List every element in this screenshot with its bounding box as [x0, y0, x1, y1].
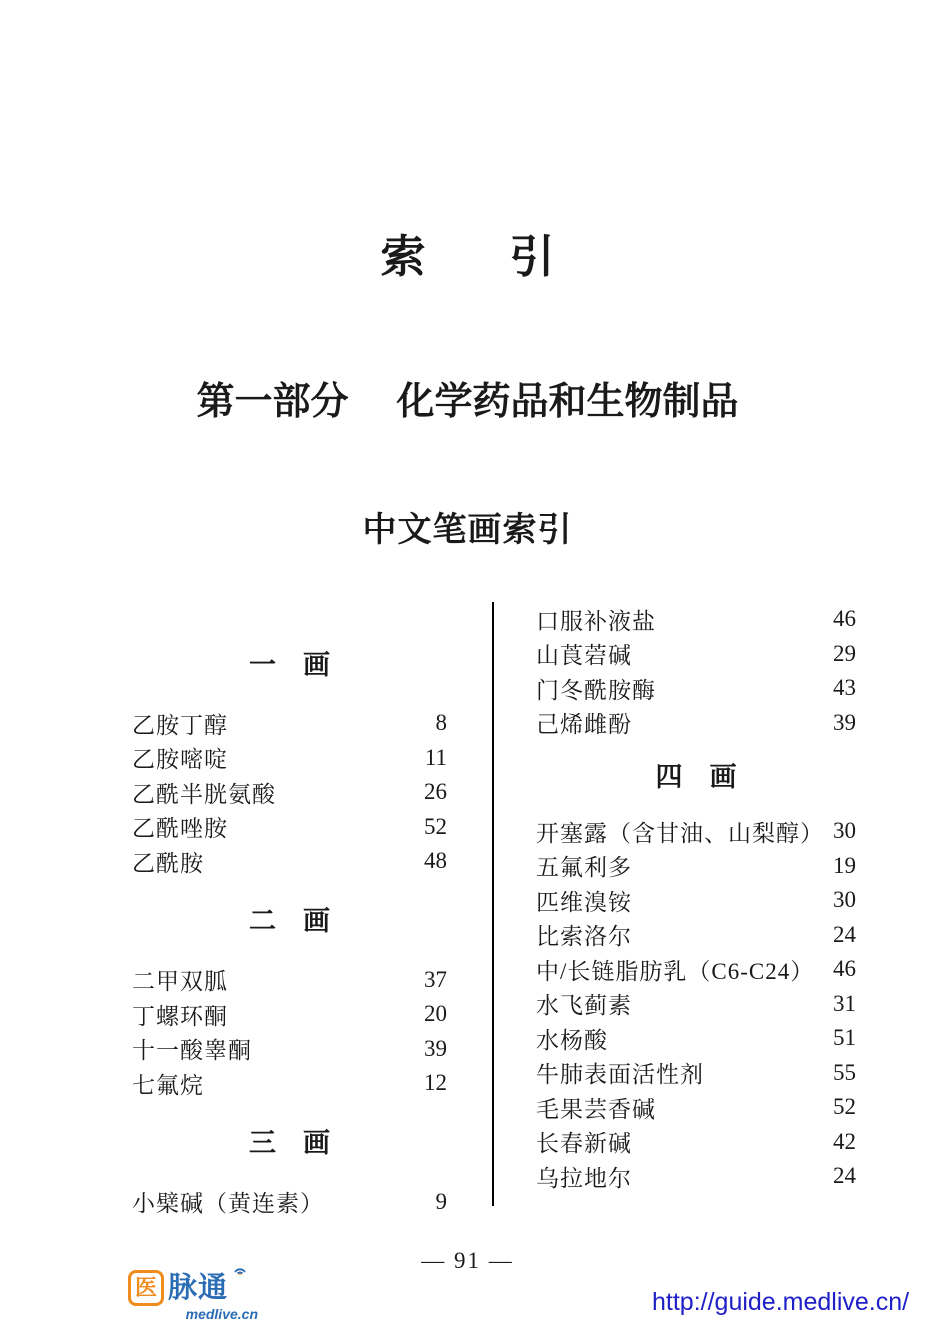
entry-label: 乙胺嘧啶	[132, 747, 228, 773]
entry-page-number: 39	[424, 1035, 447, 1061]
entry-page-number: 48	[424, 848, 447, 874]
page-title	[0, 220, 935, 285]
index-entry-row	[132, 1185, 447, 1220]
entry-label: 丁螺环酮	[132, 1003, 228, 1029]
index-entry-row	[536, 883, 856, 918]
entry-page-number: 24	[833, 921, 856, 947]
stroke-count-header	[536, 756, 856, 792]
index-entry-row	[536, 1125, 856, 1160]
guide-medlive-link[interactable]: http://guide.medlive.cn/	[652, 1288, 910, 1316]
medlive-logo-row	[128, 1270, 258, 1306]
index-entry-row	[132, 1032, 447, 1067]
index-entry-row	[536, 1090, 856, 1125]
index-entry-row	[536, 987, 856, 1022]
entry-page-number: 19	[833, 852, 856, 878]
index-entry-row	[536, 602, 856, 637]
index-entry-row	[132, 844, 447, 879]
entry-label: 己烯雌酚	[536, 712, 632, 738]
entry-label: 牛肺表面活性剂	[536, 1062, 704, 1088]
part-heading-text: 化学药品和生物制品	[396, 381, 739, 423]
entry-page-number: 30	[833, 887, 856, 913]
entry-page-number: 52	[424, 813, 447, 839]
index-left-column	[132, 622, 447, 1219]
part-heading	[0, 370, 935, 425]
entry-label: 乌拉地尔	[536, 1165, 632, 1191]
index-entry-row	[536, 1056, 856, 1091]
entry-label: 开塞露（含甘油、山梨醇）	[536, 820, 824, 846]
entry-label: 乙酰唑胺	[132, 816, 228, 842]
entry-label: 中/长链脂肪乳（C6-C24）	[536, 958, 815, 984]
entry-page-number: 39	[833, 709, 856, 735]
index-entry-row	[132, 741, 447, 776]
entry-page-number: 30	[833, 818, 856, 844]
index-entry-row	[132, 810, 447, 845]
index-entry-row	[132, 997, 447, 1032]
entry-label: 水飞蓟素	[536, 993, 632, 1019]
stroke-count-header	[132, 644, 447, 680]
index-entry-row	[536, 637, 856, 672]
entry-label: 口服补液盐	[536, 608, 656, 634]
entry-label: 比索洛尔	[536, 924, 632, 950]
entry-page-number: 51	[833, 1025, 856, 1051]
entry-label: 二甲双胍	[132, 969, 228, 995]
entry-page-number: 9	[435, 1188, 447, 1214]
medlive-logo[interactable]	[128, 1270, 258, 1322]
entry-page-number: 52	[833, 1094, 856, 1120]
entry-label: 五氟利多	[536, 855, 632, 881]
signal-icon	[232, 1263, 248, 1275]
index-right-column	[536, 602, 856, 1194]
medlive-logo-boxed-char: 医	[128, 1270, 164, 1306]
stroke-count-header-label: 三 画	[249, 1128, 330, 1158]
index-entry-row	[536, 1021, 856, 1056]
column-divider	[492, 602, 494, 1206]
entry-page-number: 12	[424, 1070, 447, 1096]
page-number: — 91 —	[421, 1248, 514, 1273]
entry-page-number: 29	[833, 640, 856, 666]
index-entry-row	[536, 918, 856, 953]
entry-label: 七氟烷	[132, 1072, 204, 1098]
stroke-count-header	[132, 901, 447, 937]
entry-page-number: 26	[424, 779, 447, 805]
page-title-char-1: 索	[380, 232, 426, 282]
index-entry-row	[536, 952, 856, 987]
part-heading-number: 第一部分	[196, 381, 349, 423]
entry-label: 山莨菪碱	[536, 643, 632, 669]
stroke-count-header-label: 四 画	[655, 761, 737, 792]
medlive-logo-domain: medlive.cn	[185, 1306, 258, 1322]
stroke-count-header-label: 二 画	[249, 906, 330, 936]
sub-heading: 中文笔画索引	[362, 511, 573, 549]
index-entry-row	[536, 849, 856, 884]
entry-page-number: 37	[424, 966, 447, 992]
index-entry-row	[536, 814, 856, 849]
entry-page-number: 24	[833, 1163, 856, 1189]
medlive-logo-chars: 脉通	[168, 1271, 229, 1304]
entry-label: 乙酰半胱氨酸	[132, 781, 276, 807]
index-entry-row	[132, 775, 447, 810]
index-entry-row	[536, 671, 856, 706]
index-entry-row	[132, 706, 447, 741]
page-title-char-2: 引	[509, 232, 555, 282]
entry-label: 水杨酸	[536, 1027, 608, 1053]
entry-page-number: 31	[833, 990, 856, 1016]
index-entry-row	[536, 1159, 856, 1194]
entry-page-number: 42	[833, 1128, 856, 1154]
entry-label: 乙胺丁醇	[132, 712, 228, 738]
entry-label: 毛果芸香碱	[536, 1096, 656, 1122]
entry-page-number: 20	[424, 1001, 447, 1027]
index-entry-row	[132, 963, 447, 998]
entry-label: 门冬酰胺酶	[536, 677, 656, 703]
stroke-count-header-label: 一 画	[249, 649, 330, 680]
stroke-count-header	[132, 1123, 447, 1159]
index-entry-row	[132, 1066, 447, 1101]
entry-page-number: 55	[833, 1059, 856, 1085]
entry-label: 长春新碱	[536, 1131, 632, 1157]
entry-label: 十一酸睾酮	[132, 1038, 252, 1064]
entry-page-number: 43	[833, 675, 856, 701]
entry-label: 匹维溴铵	[536, 889, 632, 915]
index-entry-row	[536, 706, 856, 741]
entry-page-number: 46	[833, 956, 856, 982]
entry-page-number: 46	[833, 606, 856, 632]
entry-page-number: 8	[435, 710, 447, 736]
entry-label: 乙酰胺	[132, 850, 204, 876]
entry-page-number: 11	[424, 744, 447, 770]
entry-label: 小檗碱（黄连素）	[132, 1191, 324, 1217]
